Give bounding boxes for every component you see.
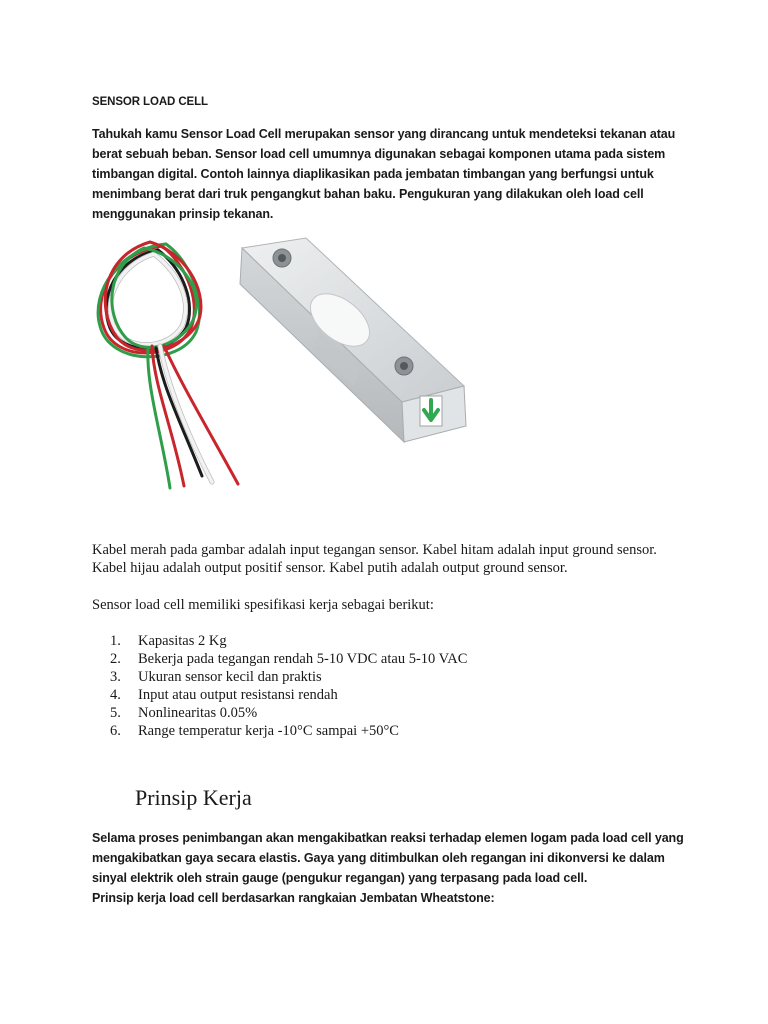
spec-number: 2. [110,651,121,667]
section-paragraph: Selama proses penimbangan akan mengakibatkan reaksi terhadap elemen logam pada load cell yang mengakibatkan gaya secara elastis. Gaya yang ditimbulkan oleh regangan ini dikonversi ke dalam sinyal elektrik oleh strain gauge (pengukur regangan) yang terpasang pada load cell. [92,831,684,885]
wire-bundle [98,242,238,488]
spec-list [110,632,467,740]
screw-hole-icon [273,249,291,267]
document-title: SENSOR LOAD CELL [92,96,208,108]
spec-text: Bekerja pada tegangan rendah 5-10 VDC atau 5-10 VAC [138,651,468,667]
spec-item [110,650,467,668]
screw-hole-icon [395,357,413,375]
spec-item [110,686,467,704]
spec-number: 3. [110,669,121,685]
spec-item [110,722,467,740]
spec-text: Ukuran sensor kecil dan praktis [138,669,322,685]
section-body [92,828,692,908]
spec-text: Kapasitas 2 Kg [138,633,227,649]
spec-number: 6. [110,723,121,739]
section-paragraph: Prinsip kerja load cell berdasarkan rangkaian Jembatan Wheatstone: [92,891,495,905]
section-heading: Prinsip Kerja [135,785,252,810]
wire-coil [98,242,201,357]
spec-item [110,668,467,686]
wiring-paragraph: Kabel merah pada gambar adalah input tegangan sensor. Kabel hitam adalah input ground sensor. Kabel hijau adalah output positif sensor. Kabel putih adalah output ground sensor. [92,542,657,576]
arrow-down-icon [420,396,442,426]
spec-item [110,632,467,650]
spec-item [110,704,467,722]
spec-text: Input atau output resistansi rendah [138,687,338,703]
spec-intro: Sensor load cell memiliki spesifikasi kerja sebagai berikut: [92,597,434,613]
wire-white-outline [160,346,212,482]
load-cell-body [240,238,466,442]
spec-number: 5. [110,705,121,721]
spec-text: Nonlinearitas 0.05% [138,705,258,721]
spec-number: 4. [110,687,121,703]
spec-number: 1. [110,633,121,649]
spec-text: Range temperatur kerja -10°C sampai +50°C [138,723,399,739]
intro-paragraph: Tahukah kamu Sensor Load Cell merupakan sensor yang dirancang untuk mendeteksi tekanan atau berat sebuah beban. Sensor load cell umumnya digunakan sebagai komponen utama pada sistem timbangan digital. Contoh lainnya diaplikasikan pada jembatan timbangan yang berfungsi untuk menimbang berat dari truk pengangkut bahan baku. Pengukuran yang dilakukan oleh load cell menggunakan prinsip tekanan. [92,127,676,221]
load-cell-photo [92,236,482,492]
